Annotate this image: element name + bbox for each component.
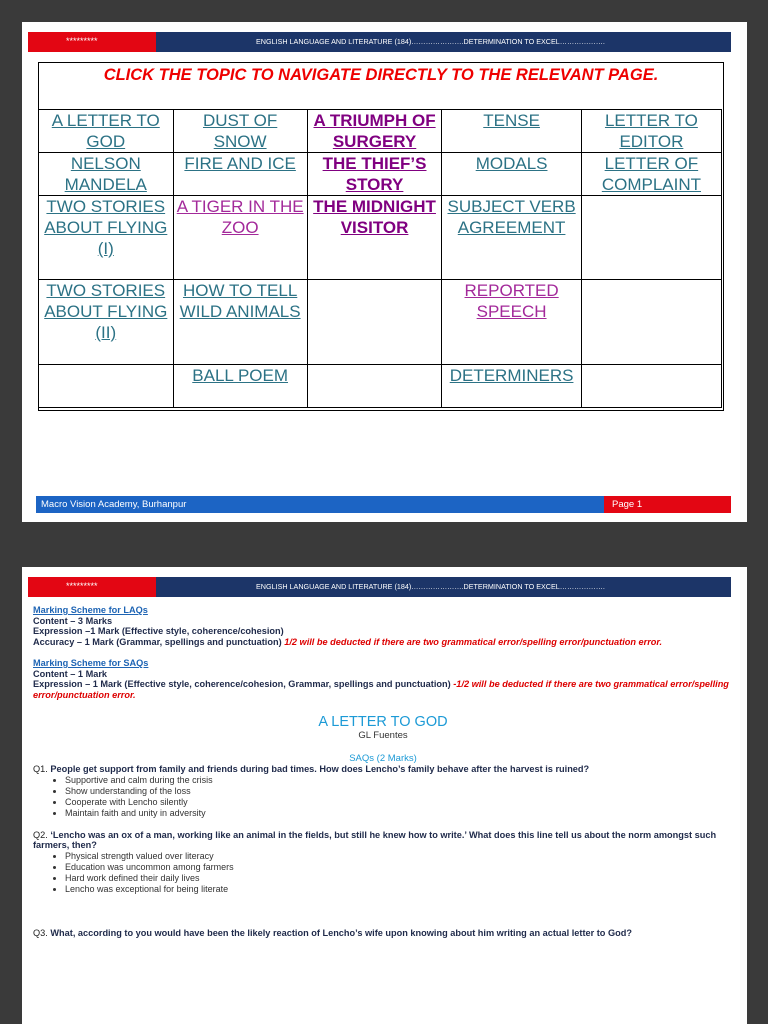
- saq-expression: Expression – 1 Mark (Effective style, coherence/cohesion, Grammar, spellings and punctuation): [33, 679, 451, 689]
- toc-cell[interactable]: [173, 280, 307, 365]
- toc-cell[interactable]: [39, 280, 174, 365]
- toc-table: [38, 109, 722, 408]
- toc-link-the-midnight-visitor[interactable]: THE MIDNIGHT VISITOR: [313, 197, 436, 237]
- toc-link-two-stories-flying-1[interactable]: TWO STORIES ABOUT FLYING (I): [44, 197, 168, 258]
- q1-number: Q1.: [33, 764, 48, 774]
- toc-cell[interactable]: [442, 196, 581, 280]
- toc-link-two-stories-flying-2[interactable]: TWO STORIES ABOUT FLYING (II): [44, 281, 168, 342]
- footer-page-number: Page 1: [604, 496, 731, 513]
- toc-cell[interactable]: [442, 110, 581, 153]
- toc-cell[interactable]: [39, 110, 174, 153]
- laq-accuracy: Accuracy – 1 Mark (Grammar, spellings and punctuation): [33, 636, 282, 647]
- toc-cell-empty: [581, 280, 721, 365]
- toc-cell[interactable]: [307, 153, 442, 196]
- question-3: [33, 928, 733, 939]
- q3-text: What, according to you would have been the likely reaction of Lencho’s wife upon knowing about him writing an actual letter to God?: [50, 927, 632, 938]
- toc-link-how-to-tell-wild-animals[interactable]: HOW TO TELL WILD ANIMALS: [179, 281, 301, 321]
- question-2: [33, 830, 733, 851]
- q2-text: ‘Lencho was an ox of a man, working like an animal in the fields, but still he knew how to write.’ What does this line tell us about the norm amongst such farmers, then?: [33, 829, 717, 850]
- toc-cell[interactable]: [442, 280, 581, 365]
- list-item: • Physical strength valued over literacy: [65, 851, 733, 862]
- toc-link-fire-and-ice[interactable]: FIRE AND ICE: [184, 154, 296, 173]
- list-item: • Supportive and calm during the crisis: [65, 775, 733, 786]
- saq-content: Content – 1 Mark: [33, 668, 108, 679]
- toc-link-determiners[interactable]: DETERMINERS: [449, 366, 574, 385]
- list-item: • Lencho was exceptional for being literate: [65, 884, 733, 895]
- chapter-title: A LETTER TO GOD: [318, 714, 448, 730]
- toc-link-letter-to-editor[interactable]: LETTER TO EDITOR: [604, 111, 698, 151]
- header-title: ENGLISH LANGUAGE AND LITERATURE (184)………………….DETERMINATION TO EXCEL……………….: [256, 582, 605, 591]
- toc-link-ball-poem[interactable]: BALL POEM: [192, 366, 289, 385]
- toc-link-modals[interactable]: MODALS: [475, 154, 548, 173]
- list-item: • Show understanding of the loss: [65, 786, 733, 797]
- toc-link-a-tiger-in-the-zoo[interactable]: A TIGER IN THE ZOO: [176, 197, 304, 237]
- list-item: • Maintain faith and unity in adversity: [65, 808, 733, 819]
- toc-link-subject-verb-agreement[interactable]: SUBJECT VERB AGREEMENT: [447, 197, 576, 237]
- laq-content: Content – 3 Marks: [33, 615, 113, 626]
- toc-link-a-triumph-of-surgery[interactable]: A TRIUMPH OF SURGERY: [313, 111, 436, 151]
- toc-link-letter-of-complaint[interactable]: LETTER OF COMPLAINT: [601, 154, 701, 194]
- toc-cell[interactable]: [173, 110, 307, 153]
- q3-number: Q3.: [33, 927, 48, 938]
- toc-cell-empty: [307, 280, 442, 365]
- toc-cell-empty: [581, 196, 721, 280]
- toc-link-reported-speech[interactable]: REPORTED SPEECH: [464, 281, 559, 321]
- toc-cell[interactable]: [307, 110, 442, 153]
- laq-expression: Expression –1 Mark (Effective style, coherence/cohesion): [33, 626, 284, 636]
- chapter-author: GL Fuentes: [358, 730, 408, 741]
- saq-note: -1/2 will be deducted if there are two grammatical error/spelling error/punctuation error.: [33, 679, 729, 700]
- toc-link-nelson-mandela[interactable]: NELSON MANDELA: [64, 154, 147, 194]
- saqs-label: SAQs (2 Marks): [349, 752, 417, 764]
- q1-answer-list: [33, 775, 733, 819]
- toc-cell[interactable]: [173, 196, 307, 280]
- toc-link-tense[interactable]: TENSE: [483, 111, 540, 130]
- laq-note: 1/2 will be deducted if there are two grammatical error/spelling error/punctuation error.: [284, 636, 663, 647]
- laq-heading[interactable]: Marking Scheme for LAQs: [33, 605, 148, 615]
- toc-cell[interactable]: [173, 153, 307, 196]
- toc-cell[interactable]: [581, 153, 721, 196]
- page-footer: [36, 496, 731, 513]
- toc-cell[interactable]: [442, 153, 581, 196]
- q2-answer-list: [33, 851, 733, 895]
- header-title: ENGLISH LANGUAGE AND LITERATURE (184)………………….DETERMINATION TO EXCEL……………….: [256, 37, 605, 46]
- toc-cell[interactable]: [173, 365, 307, 408]
- footer-academy: Macro Vision Academy, Burhanpur: [41, 499, 187, 510]
- toc-title: CLICK THE TOPIC TO NAVIGATE DIRECTLY TO THE RELEVANT PAGE.: [103, 66, 659, 84]
- page-header: [28, 32, 731, 52]
- list-item: • Cooperate with Lencho silently: [65, 797, 733, 808]
- list-item: • Education was uncommon among farmers: [65, 862, 733, 873]
- header-stars: *********: [28, 577, 156, 597]
- toc-cell[interactable]: [39, 196, 174, 280]
- toc-cell-empty: [39, 365, 174, 408]
- saq-heading[interactable]: Marking Scheme for SAQs: [33, 658, 149, 668]
- toc-cell-empty: [307, 365, 442, 408]
- toc-cell[interactable]: [581, 110, 721, 153]
- q2-number: Q2.: [33, 829, 48, 840]
- toc-cell[interactable]: [39, 153, 174, 196]
- toc-link-the-thiefs-story[interactable]: THE THIEF’S STORY: [322, 154, 427, 194]
- header-stars: *********: [28, 32, 156, 52]
- toc-box: [38, 62, 724, 411]
- page-1: [22, 22, 747, 522]
- toc-link-a-letter-to-god[interactable]: A LETTER TO GOD: [51, 111, 160, 151]
- page-header: [28, 577, 731, 597]
- q1-text: People get support from family and friends during bad times. How does Lencho’s family behave after the harvest is ruined?: [50, 764, 590, 774]
- list-item: • Hard work defined their daily lives: [65, 873, 733, 884]
- toc-cell-empty: [581, 365, 721, 408]
- toc-cell[interactable]: [307, 196, 442, 280]
- toc-cell[interactable]: [442, 365, 581, 408]
- page-2: [22, 567, 747, 1024]
- question-1: [33, 764, 733, 775]
- toc-link-dust-of-snow[interactable]: DUST OF SNOW: [202, 111, 278, 151]
- page-2-content: [33, 605, 733, 938]
